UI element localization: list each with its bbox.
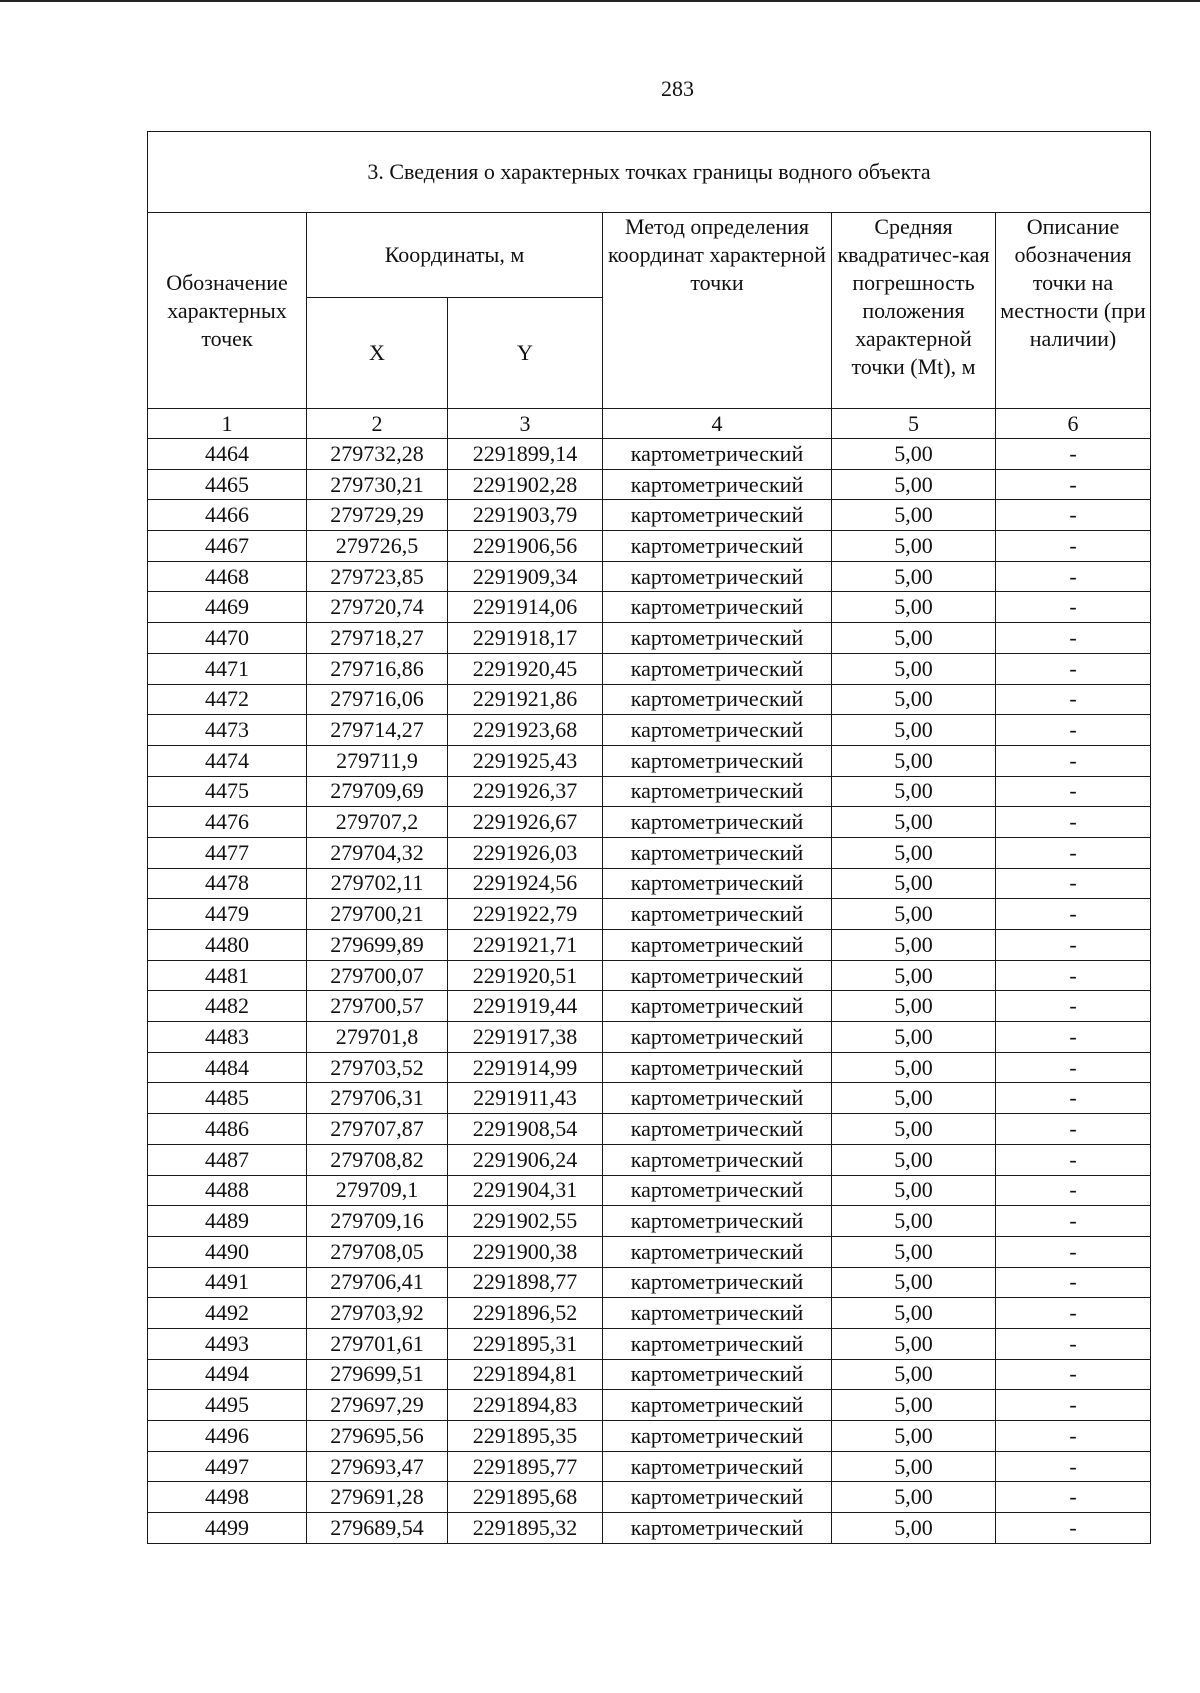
- point-id-cell: 4497: [148, 1451, 307, 1482]
- table-row: [148, 868, 1151, 899]
- mean-error-cell: 5,00: [832, 500, 996, 531]
- point-id-cell: 4465: [148, 469, 307, 500]
- page-top-edge: [0, 0, 1200, 2]
- method-cell: картометрический: [603, 1298, 832, 1329]
- table-row: [148, 1175, 1151, 1206]
- method-cell: картометрический: [603, 1390, 832, 1421]
- method-cell: картометрический: [603, 1482, 832, 1513]
- table-row: [148, 715, 1151, 746]
- point-id-cell: 4481: [148, 960, 307, 991]
- x-coordinate-cell: 279716,06: [307, 684, 448, 715]
- table-row: [148, 1359, 1151, 1390]
- description-cell: -: [996, 745, 1151, 776]
- method-cell: картометрический: [603, 807, 832, 838]
- point-id-cell: 4487: [148, 1144, 307, 1175]
- method-cell: картометрический: [603, 1328, 832, 1359]
- x-coordinate-cell: 279701,8: [307, 1022, 448, 1053]
- point-id-cell: 4467: [148, 531, 307, 562]
- table-row: [148, 469, 1151, 500]
- mean-error-cell: 5,00: [832, 1451, 996, 1482]
- description-cell: -: [996, 1083, 1151, 1114]
- table-row: [148, 1052, 1151, 1083]
- x-coordinate-cell: 279708,05: [307, 1236, 448, 1267]
- method-cell: картометрический: [603, 868, 832, 899]
- y-coordinate-cell: 2291906,56: [448, 531, 603, 562]
- header-mean-error: Средняя квадратичес-кая погрешность положения характерной точки (Mt), м: [832, 213, 996, 409]
- method-cell: картометрический: [603, 745, 832, 776]
- description-cell: -: [996, 1390, 1151, 1421]
- description-cell: -: [996, 1236, 1151, 1267]
- method-cell: картометрический: [603, 837, 832, 868]
- point-id-cell: 4492: [148, 1298, 307, 1329]
- point-id-cell: 4468: [148, 561, 307, 592]
- mean-error-cell: 5,00: [832, 807, 996, 838]
- mean-error-cell: 5,00: [832, 1513, 996, 1544]
- description-cell: -: [996, 715, 1151, 746]
- x-coordinate-cell: 279706,41: [307, 1267, 448, 1298]
- table-row: [148, 592, 1151, 623]
- mean-error-cell: 5,00: [832, 531, 996, 562]
- y-coordinate-cell: 2291899,14: [448, 439, 603, 470]
- point-id-cell: 4477: [148, 837, 307, 868]
- y-coordinate-cell: 2291926,03: [448, 837, 603, 868]
- method-cell: картометрический: [603, 1206, 832, 1237]
- y-coordinate-cell: 2291914,99: [448, 1052, 603, 1083]
- method-cell: картометрический: [603, 684, 832, 715]
- table-row: [148, 1390, 1151, 1421]
- point-id-cell: 4479: [148, 899, 307, 930]
- method-cell: картометрический: [603, 531, 832, 562]
- y-coordinate-cell: 2291921,71: [448, 930, 603, 961]
- point-id-cell: 4483: [148, 1022, 307, 1053]
- method-cell: картометрический: [603, 1359, 832, 1390]
- mean-error-cell: 5,00: [832, 469, 996, 500]
- mean-error-cell: 5,00: [832, 930, 996, 961]
- table-row: [148, 776, 1151, 807]
- mean-error-cell: 5,00: [832, 1482, 996, 1513]
- description-cell: -: [996, 623, 1151, 654]
- description-cell: -: [996, 1114, 1151, 1145]
- y-coordinate-cell: 2291914,06: [448, 592, 603, 623]
- x-coordinate-cell: 279708,82: [307, 1144, 448, 1175]
- method-cell: картометрический: [603, 1267, 832, 1298]
- header-y: Y: [448, 298, 603, 409]
- header-method: Метод определения координат характерной точки: [603, 213, 832, 409]
- y-coordinate-cell: 2291906,24: [448, 1144, 603, 1175]
- x-coordinate-cell: 279693,47: [307, 1451, 448, 1482]
- x-coordinate-cell: 279695,56: [307, 1421, 448, 1452]
- y-coordinate-cell: 2291902,55: [448, 1206, 603, 1237]
- mean-error-cell: 5,00: [832, 561, 996, 592]
- method-cell: картометрический: [603, 991, 832, 1022]
- header-x: X: [307, 298, 448, 409]
- point-id-cell: 4470: [148, 623, 307, 654]
- y-coordinate-cell: 2291919,44: [448, 991, 603, 1022]
- y-coordinate-cell: 2291896,52: [448, 1298, 603, 1329]
- method-cell: картометрический: [603, 653, 832, 684]
- column-number-cell: 5: [832, 409, 996, 439]
- page-number: 283: [661, 76, 694, 101]
- description-cell: -: [996, 1359, 1151, 1390]
- table-row: [148, 653, 1151, 684]
- x-coordinate-cell: 279718,27: [307, 623, 448, 654]
- table-row: [148, 1236, 1151, 1267]
- table-row: [148, 1267, 1151, 1298]
- point-id-cell: 4491: [148, 1267, 307, 1298]
- mean-error-cell: 5,00: [832, 1206, 996, 1237]
- y-coordinate-cell: 2291922,79: [448, 899, 603, 930]
- table-row: [148, 1114, 1151, 1145]
- y-coordinate-cell: 2291903,79: [448, 500, 603, 531]
- table-row: [148, 1298, 1151, 1329]
- method-cell: картометрический: [603, 1175, 832, 1206]
- y-coordinate-cell: 2291900,38: [448, 1236, 603, 1267]
- table-row: [148, 745, 1151, 776]
- x-coordinate-cell: 279703,92: [307, 1298, 448, 1329]
- y-coordinate-cell: 2291902,28: [448, 469, 603, 500]
- method-cell: картометрический: [603, 561, 832, 592]
- method-cell: картометрический: [603, 899, 832, 930]
- description-cell: -: [996, 500, 1151, 531]
- point-id-cell: 4499: [148, 1513, 307, 1544]
- point-id-cell: 4472: [148, 684, 307, 715]
- description-cell: -: [996, 439, 1151, 470]
- x-coordinate-cell: 279709,1: [307, 1175, 448, 1206]
- x-coordinate-cell: 279700,57: [307, 991, 448, 1022]
- method-cell: картометрический: [603, 623, 832, 654]
- method-cell: картометрический: [603, 715, 832, 746]
- table-row: [148, 1451, 1151, 1482]
- description-cell: -: [996, 1144, 1151, 1175]
- mean-error-cell: 5,00: [832, 1298, 996, 1329]
- method-cell: картометрический: [603, 1144, 832, 1175]
- x-coordinate-cell: 279709,16: [307, 1206, 448, 1237]
- mean-error-cell: 5,00: [832, 623, 996, 654]
- description-cell: -: [996, 684, 1151, 715]
- x-coordinate-cell: 279689,54: [307, 1513, 448, 1544]
- mean-error-cell: 5,00: [832, 776, 996, 807]
- y-coordinate-cell: 2291895,31: [448, 1328, 603, 1359]
- description-cell: -: [996, 469, 1151, 500]
- x-coordinate-cell: 279732,28: [307, 439, 448, 470]
- y-coordinate-cell: 2291895,77: [448, 1451, 603, 1482]
- mean-error-cell: 5,00: [832, 1267, 996, 1298]
- mean-error-cell: 5,00: [832, 653, 996, 684]
- x-coordinate-cell: 279729,29: [307, 500, 448, 531]
- method-cell: картометрический: [603, 1022, 832, 1053]
- y-coordinate-cell: 2291920,51: [448, 960, 603, 991]
- table-row: [148, 837, 1151, 868]
- boundary-points-table: [147, 131, 1151, 1544]
- method-cell: картометрический: [603, 776, 832, 807]
- x-coordinate-cell: 279703,52: [307, 1052, 448, 1083]
- x-coordinate-cell: 279716,86: [307, 653, 448, 684]
- description-cell: -: [996, 807, 1151, 838]
- table-row: [148, 960, 1151, 991]
- description-cell: -: [996, 1267, 1151, 1298]
- method-cell: картометрический: [603, 1052, 832, 1083]
- table-row: [148, 991, 1151, 1022]
- point-id-cell: 4486: [148, 1114, 307, 1145]
- description-cell: -: [996, 1421, 1151, 1452]
- point-id-cell: 4464: [148, 439, 307, 470]
- method-cell: картометрический: [603, 439, 832, 470]
- method-cell: картометрический: [603, 1513, 832, 1544]
- description-cell: -: [996, 1206, 1151, 1237]
- description-cell: -: [996, 1298, 1151, 1329]
- y-coordinate-cell: 2291921,86: [448, 684, 603, 715]
- column-number-cell: 1: [148, 409, 307, 439]
- mean-error-cell: 5,00: [832, 899, 996, 930]
- mean-error-cell: 5,00: [832, 684, 996, 715]
- point-id-cell: 4469: [148, 592, 307, 623]
- point-id-cell: 4489: [148, 1206, 307, 1237]
- method-cell: картометрический: [603, 1451, 832, 1482]
- mean-error-cell: 5,00: [832, 439, 996, 470]
- header-description: Описание обозначения точки на местности (при наличии): [996, 213, 1151, 409]
- point-id-cell: 4473: [148, 715, 307, 746]
- mean-error-cell: 5,00: [832, 1144, 996, 1175]
- mean-error-cell: 5,00: [832, 1421, 996, 1452]
- point-id-cell: 4466: [148, 500, 307, 531]
- description-cell: -: [996, 868, 1151, 899]
- description-cell: -: [996, 1052, 1151, 1083]
- point-id-cell: 4480: [148, 930, 307, 961]
- method-cell: картометрический: [603, 469, 832, 500]
- table-row: [148, 500, 1151, 531]
- description-cell: -: [996, 1175, 1151, 1206]
- x-coordinate-cell: 279723,85: [307, 561, 448, 592]
- x-coordinate-cell: 279700,07: [307, 960, 448, 991]
- column-number-cell: 2: [307, 409, 448, 439]
- x-coordinate-cell: 279700,21: [307, 899, 448, 930]
- point-id-cell: 4490: [148, 1236, 307, 1267]
- description-cell: -: [996, 991, 1151, 1022]
- point-id-cell: 4474: [148, 745, 307, 776]
- table-row: [148, 1206, 1151, 1237]
- column-number-cell: 6: [996, 409, 1151, 439]
- point-id-cell: 4471: [148, 653, 307, 684]
- description-cell: -: [996, 653, 1151, 684]
- y-coordinate-cell: 2291894,81: [448, 1359, 603, 1390]
- method-cell: картометрический: [603, 930, 832, 961]
- mean-error-cell: 5,00: [832, 1052, 996, 1083]
- method-cell: картометрический: [603, 1236, 832, 1267]
- mean-error-cell: 5,00: [832, 592, 996, 623]
- description-cell: -: [996, 930, 1151, 961]
- method-cell: картометрический: [603, 960, 832, 991]
- x-coordinate-cell: 279707,87: [307, 1114, 448, 1145]
- y-coordinate-cell: 2291911,43: [448, 1083, 603, 1114]
- column-number-cell: 4: [603, 409, 832, 439]
- mean-error-cell: 5,00: [832, 868, 996, 899]
- table-row: [148, 1328, 1151, 1359]
- mean-error-cell: 5,00: [832, 1236, 996, 1267]
- method-cell: картометрический: [603, 1114, 832, 1145]
- description-cell: -: [996, 899, 1151, 930]
- point-id-cell: 4485: [148, 1083, 307, 1114]
- point-id-cell: 4484: [148, 1052, 307, 1083]
- mean-error-cell: 5,00: [832, 1083, 996, 1114]
- table-row: [148, 1022, 1151, 1053]
- header-point-designation: Обозначение характерных точек: [148, 213, 307, 409]
- x-coordinate-cell: 279707,2: [307, 807, 448, 838]
- x-coordinate-cell: 279726,5: [307, 531, 448, 562]
- y-coordinate-cell: 2291895,35: [448, 1421, 603, 1452]
- y-coordinate-cell: 2291926,67: [448, 807, 603, 838]
- description-cell: -: [996, 1451, 1151, 1482]
- table-row: [148, 899, 1151, 930]
- table-row: [148, 561, 1151, 592]
- mean-error-cell: 5,00: [832, 745, 996, 776]
- mean-error-cell: 5,00: [832, 960, 996, 991]
- mean-error-cell: 5,00: [832, 1175, 996, 1206]
- description-cell: -: [996, 960, 1151, 991]
- x-coordinate-cell: 279709,69: [307, 776, 448, 807]
- table-row: [148, 1144, 1151, 1175]
- description-cell: -: [996, 592, 1151, 623]
- mean-error-cell: 5,00: [832, 1114, 996, 1145]
- y-coordinate-cell: 2291909,34: [448, 561, 603, 592]
- x-coordinate-cell: 279691,28: [307, 1482, 448, 1513]
- column-number-cell: 3: [448, 409, 603, 439]
- method-cell: картометрический: [603, 592, 832, 623]
- y-coordinate-cell: 2291917,38: [448, 1022, 603, 1053]
- y-coordinate-cell: 2291904,31: [448, 1175, 603, 1206]
- x-coordinate-cell: 279720,74: [307, 592, 448, 623]
- point-id-cell: 4478: [148, 868, 307, 899]
- table-row: [148, 439, 1151, 470]
- mean-error-cell: 5,00: [832, 1390, 996, 1421]
- mean-error-cell: 5,00: [832, 1328, 996, 1359]
- x-coordinate-cell: 279714,27: [307, 715, 448, 746]
- point-id-cell: 4495: [148, 1390, 307, 1421]
- table-row: [148, 623, 1151, 654]
- description-cell: -: [996, 531, 1151, 562]
- x-coordinate-cell: 279701,61: [307, 1328, 448, 1359]
- mean-error-cell: 5,00: [832, 1022, 996, 1053]
- table-row: [148, 1482, 1151, 1513]
- y-coordinate-cell: 2291894,83: [448, 1390, 603, 1421]
- table-body: [148, 439, 1151, 1544]
- table-row: [148, 930, 1151, 961]
- description-cell: -: [996, 1513, 1151, 1544]
- column-number-row: [148, 409, 1151, 439]
- point-id-cell: 4494: [148, 1359, 307, 1390]
- mean-error-cell: 5,00: [832, 715, 996, 746]
- y-coordinate-cell: 2291923,68: [448, 715, 603, 746]
- table-row: [148, 1513, 1151, 1544]
- description-cell: -: [996, 1328, 1151, 1359]
- y-coordinate-cell: 2291920,45: [448, 653, 603, 684]
- mean-error-cell: 5,00: [832, 837, 996, 868]
- description-cell: -: [996, 837, 1151, 868]
- y-coordinate-cell: 2291925,43: [448, 745, 603, 776]
- x-coordinate-cell: 279730,21: [307, 469, 448, 500]
- point-id-cell: 4496: [148, 1421, 307, 1452]
- table-row: [148, 1421, 1151, 1452]
- method-cell: картометрический: [603, 1083, 832, 1114]
- mean-error-cell: 5,00: [832, 991, 996, 1022]
- table-row: [148, 807, 1151, 838]
- y-coordinate-cell: 2291895,68: [448, 1482, 603, 1513]
- table-row: [148, 684, 1151, 715]
- header-coordinates: Координаты, м: [307, 213, 603, 298]
- description-cell: -: [996, 1022, 1151, 1053]
- y-coordinate-cell: 2291898,77: [448, 1267, 603, 1298]
- point-id-cell: 4475: [148, 776, 307, 807]
- table-row: [148, 531, 1151, 562]
- x-coordinate-cell: 279702,11: [307, 868, 448, 899]
- description-cell: -: [996, 776, 1151, 807]
- description-cell: -: [996, 1482, 1151, 1513]
- point-id-cell: 4476: [148, 807, 307, 838]
- description-cell: -: [996, 561, 1151, 592]
- x-coordinate-cell: 279699,89: [307, 930, 448, 961]
- point-id-cell: 4493: [148, 1328, 307, 1359]
- y-coordinate-cell: 2291924,56: [448, 868, 603, 899]
- x-coordinate-cell: 279697,29: [307, 1390, 448, 1421]
- method-cell: картометрический: [603, 500, 832, 531]
- y-coordinate-cell: 2291926,37: [448, 776, 603, 807]
- x-coordinate-cell: 279704,32: [307, 837, 448, 868]
- x-coordinate-cell: 279711,9: [307, 745, 448, 776]
- y-coordinate-cell: 2291908,54: [448, 1114, 603, 1145]
- point-id-cell: 4498: [148, 1482, 307, 1513]
- table-caption: 3. Сведения о характерных точках границы водного объекта: [148, 132, 1151, 213]
- x-coordinate-cell: 279706,31: [307, 1083, 448, 1114]
- mean-error-cell: 5,00: [832, 1359, 996, 1390]
- point-id-cell: 4488: [148, 1175, 307, 1206]
- x-coordinate-cell: 279699,51: [307, 1359, 448, 1390]
- y-coordinate-cell: 2291918,17: [448, 623, 603, 654]
- point-id-cell: 4482: [148, 991, 307, 1022]
- y-coordinate-cell: 2291895,32: [448, 1513, 603, 1544]
- method-cell: картометрический: [603, 1421, 832, 1452]
- table-row: [148, 1083, 1151, 1114]
